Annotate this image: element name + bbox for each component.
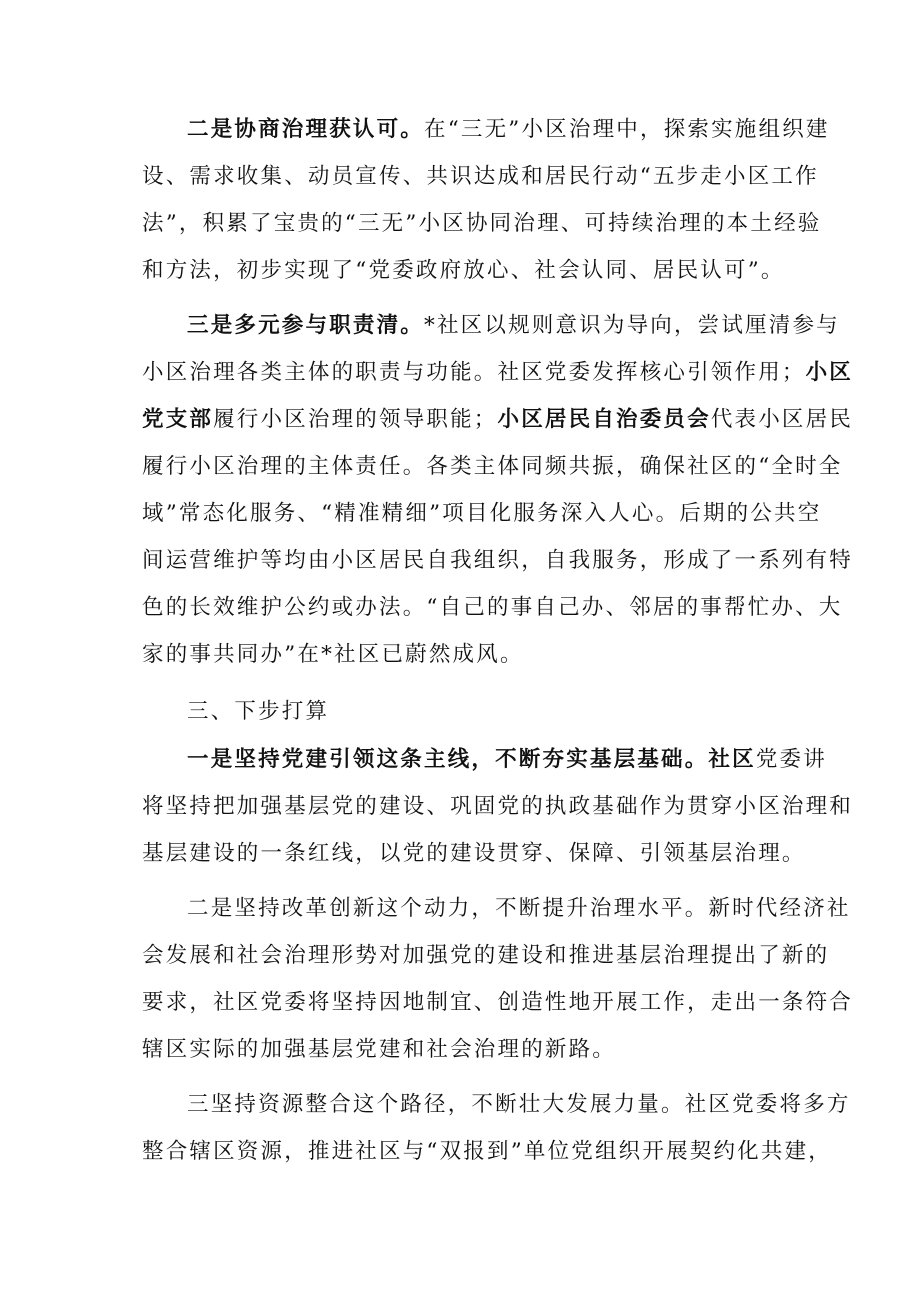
paragraph-line: 家的事共同办”在*社区已蔚然成风。 [142, 642, 524, 667]
paragraph-line: 辖区实际的加强基层党建和社会治理的新路。 [142, 1037, 617, 1062]
paragraph-line: 基层建设的一条红线，以党的建设贯穿、保障、引领基层治理。 [142, 841, 806, 866]
paragraph-line: 法”，积累了宝贵的“三无”小区协同治理、可持续治理的本土经验 [142, 211, 822, 236]
bold-lead: 二是协商治理获认可。 [187, 117, 425, 142]
paragraph-line: 三是多元参与职责清。*社区以规则意识为导向，尝试厘清参与 [187, 313, 840, 338]
bold-lead: 一是坚持党建引领这条主线，不断夯实基层基础。社区 [187, 747, 756, 772]
paragraph-line: 设、需求收集、动员宣传、共识达成和居民行动“五步走小区工作 [142, 164, 819, 189]
paragraph-line: 间运营维护等均由小区居民自我组织，自我服务，形成了一系列有特 [142, 548, 854, 573]
paragraph-line: 色的长效维护公约或办法。“自己的事自己办、邻居的事帮忙办、大 [142, 595, 843, 620]
paragraph-line: 一是坚持党建引领这条主线，不断夯实基层基础。社区党委讲 [187, 747, 827, 772]
paragraph-line: 要求，社区党委将坚持因地制宜、创造性地开展工作，走出一条符合 [142, 990, 854, 1015]
section-heading: 三、下步打算 [187, 699, 330, 724]
paragraph-line: 将坚持把加强基层党的建设、巩固党的执政基础作为贯穿小区治理和 [142, 794, 854, 819]
paragraph-line: 会发展和社会治理形势对加强党的建设和推进基层治理提出了新的 [142, 943, 830, 968]
paragraph-line: 和方法，初步实现了“党委政府放心、社会认同、居民认可”。 [142, 258, 785, 283]
paragraph-line: 二是协商治理获认可。在“三无”小区治理中，探索实施组织建 [187, 117, 830, 142]
paragraph-line: 党支部履行小区治理的领导职能；小区居民自治委员会代表小区居民 [142, 407, 854, 432]
paragraph-line: 二是坚持改革创新这个动力，不断提升治理水平。新时代经济社 [187, 896, 851, 921]
paragraph-line: 域”常态化服务、“精准精细”项目化服务深入人心。后期的公共空 [142, 501, 822, 526]
bold-lead: 三是多元参与职责清。 [187, 313, 425, 338]
paragraph-line: 整合辖区资源，推进社区与“双报到”单位党组织开展契约化共建， [142, 1139, 832, 1164]
paragraph-line: 三坚持资源整合这个路径，不断壮大发展力量。社区党委将多方 [187, 1092, 851, 1117]
paragraph-line: 履行小区治理的主体责任。各类主体同频共振，确保社区的“全时全 [142, 454, 843, 479]
paragraph-line: 小区治理各类主体的职责与功能。社区党委发挥核心引领作用；小区 [142, 360, 854, 385]
